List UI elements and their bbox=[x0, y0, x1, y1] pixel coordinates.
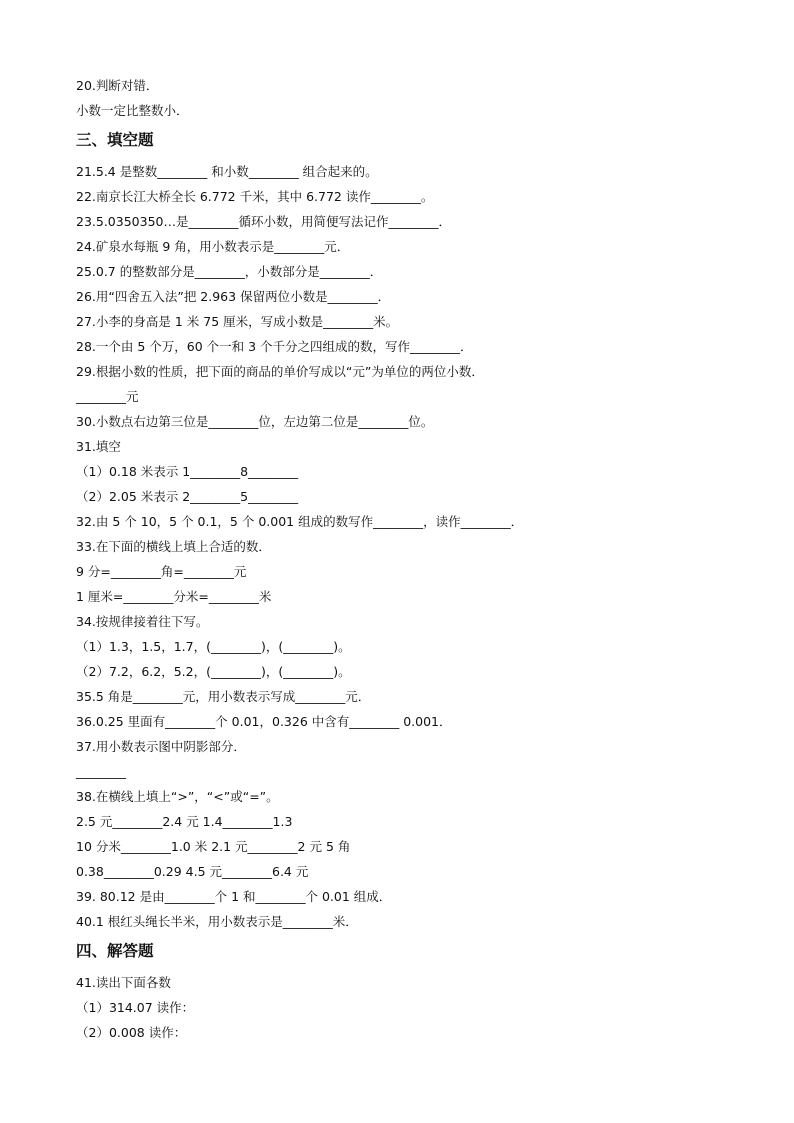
question-line: 小数一定比整数小． bbox=[76, 103, 189, 118]
question-line: 38.在横线上填上“>”，“<”或“=”。 bbox=[76, 789, 279, 804]
question-line: 20.判断对错． bbox=[76, 78, 159, 93]
section-heading: 三、填空题 bbox=[76, 131, 154, 149]
document-page bbox=[76, 78, 736, 1050]
question-line: 27.小李的身高是 1 米 75 厘米，写成小数是________米。 bbox=[76, 314, 399, 329]
section-heading: 四、解答题 bbox=[76, 942, 154, 960]
question-line: （2）0.008 读作： bbox=[76, 1025, 187, 1040]
question-line: 40.1 根红头绳长半米，用小数表示是________米． bbox=[76, 914, 358, 929]
question-line: 2.5 元________2.4 元 1.4________1.3 bbox=[76, 814, 293, 829]
question-line: 34.按规律接着往下写。 bbox=[76, 614, 209, 629]
question-line: （2）2.05 米表示 2________5________ bbox=[76, 489, 299, 504]
question-line: （1）314.07 读作： bbox=[76, 1000, 195, 1015]
question-line: 37.用小数表示图中阴影部分． bbox=[76, 739, 246, 754]
question-line: 29.根据小数的性质，把下面的商品的单价写成以“元”为单位的两位小数． bbox=[76, 364, 484, 379]
question-line: ________ bbox=[76, 764, 126, 779]
question-line: 28.一个由 5 个万，60 个一和 3 个千分之四组成的数，写作________． bbox=[76, 339, 473, 354]
question-line: 1 厘米=________分米=________米 bbox=[76, 589, 272, 604]
question-line: 39. 80.12 是由________个 1 和________个 0.01 组成． bbox=[76, 889, 392, 904]
question-line: 22.南京长江大桥全长 6.772 千米，其中 6.772 读作________。 bbox=[76, 189, 434, 204]
question-line: 24.矿泉水每瓶 9 角，用小数表示是________元． bbox=[76, 239, 350, 254]
question-line: 10 分米________1.0 米 2.1 元________2 元 5 角 bbox=[76, 839, 351, 854]
question-line: 31.填空 bbox=[76, 439, 121, 454]
question-line: 26.用“四舍五入法”把 2.963 保留两位小数是________． bbox=[76, 289, 391, 304]
question-line: （1）1.3，1.5，1.7，(________)，(________)。 bbox=[76, 639, 351, 654]
question-line: 41.读出下面各数 bbox=[76, 975, 171, 990]
question-line: 32.由 5 个 10，5 个 0.1，5 个 0.001 组成的数写作________，读作________． bbox=[76, 514, 524, 529]
question-line: 23.5.0350350…是________循环小数，用简便写法记作________． bbox=[76, 214, 451, 229]
question-line: （1）0.18 米表示 1________8________ bbox=[76, 464, 299, 479]
question-line: ________元 bbox=[76, 389, 139, 404]
question-line: 36.0.25 里面有________个 0.01，0.326 中含有________ 0.001． bbox=[76, 714, 452, 729]
question-line: 0.38________0.29 4.5 元________6.4 元 bbox=[76, 864, 309, 879]
question-line: （2）7.2，6.2，5.2，(________)，(________)。 bbox=[76, 664, 351, 679]
question-line: 21.5.4 是整数________ 和小数________ 组合起来的。 bbox=[76, 164, 378, 179]
question-line: 33.在下面的横线上填上合适的数． bbox=[76, 539, 271, 554]
question-line: 30.小数点右边第三位是________位，左边第二位是________位。 bbox=[76, 414, 434, 429]
question-line: 25.0.7 的整数部分是________，小数部分是________． bbox=[76, 264, 383, 279]
question-line: 35.5 角是________元，用小数表示写成________元． bbox=[76, 689, 371, 704]
question-line: 9 分=________角=________元 bbox=[76, 564, 247, 579]
